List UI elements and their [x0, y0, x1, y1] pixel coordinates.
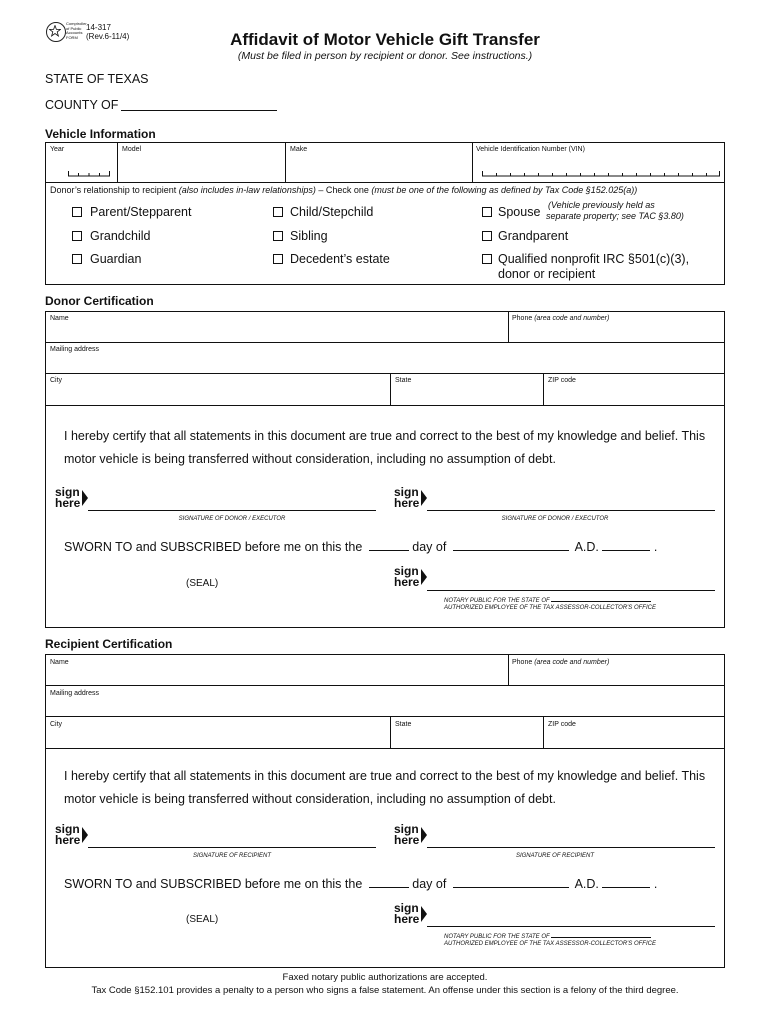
year-input[interactable] [68, 168, 110, 177]
nonprofit-line2: donor or recipient [498, 267, 596, 281]
recipient-phone-field[interactable] [512, 659, 609, 666]
donor-signature-field-2[interactable] [427, 510, 715, 511]
recipient-phone-label: Phone [512, 659, 533, 666]
recipient-sign-here-notary [394, 903, 419, 925]
vehicle-section-heading: Vehicle Information [45, 127, 156, 141]
model-label: Model [122, 146, 142, 153]
recipient-state-field[interactable]: State [395, 721, 412, 728]
relationship-must: (must be one of the following as defined by Tax Code §152.025(a)) [371, 185, 638, 195]
recipient-sign-here-2 [394, 824, 419, 846]
recipient-sign-here-1 [55, 824, 80, 846]
divider [390, 373, 391, 405]
donor-section-heading: Donor Certification [45, 294, 154, 308]
recipient-section-heading: Recipient Certification [45, 637, 173, 651]
divider [45, 373, 725, 374]
donor-signature-field-1[interactable] [88, 510, 376, 511]
here-text: here [394, 575, 420, 589]
recipient-zip-field[interactable]: ZIP code [548, 721, 576, 728]
recipient-signature-field-1[interactable] [88, 847, 376, 848]
donor-certification-text [64, 425, 705, 471]
decedent-checkbox[interactable] [273, 254, 283, 264]
guardian-label: Guardian [90, 252, 142, 266]
here-text: here [394, 912, 420, 926]
divider [390, 716, 391, 748]
donor-notary-signature-field[interactable] [427, 590, 715, 591]
spouse-note-line1: (Vehicle previously held as [548, 200, 655, 210]
recipient-notary-state-input[interactable] [551, 932, 651, 938]
donor-day-input[interactable] [369, 539, 409, 551]
day-of-text: day of [412, 877, 447, 891]
arrow-right-icon [82, 827, 88, 843]
form-number: 14-317 [86, 23, 111, 32]
donor-sign-here-notary [394, 566, 419, 588]
divider [543, 373, 544, 405]
divider [45, 342, 725, 343]
divider [285, 143, 286, 182]
recipient-notary-signature-field[interactable] [427, 926, 715, 927]
divider [45, 182, 725, 183]
recipient-month-input[interactable] [453, 876, 569, 888]
county-input[interactable] [121, 110, 277, 111]
form-subtitle: (Must be filed in person by recipient or donor. See instructions.) [237, 50, 533, 62]
parent-label: Parent/Stepparent [90, 205, 192, 219]
nonprofit-label [498, 252, 689, 282]
footer-fax-note: Faxed notary public authorizations are accepted. [282, 972, 488, 983]
divider [508, 655, 509, 685]
sign-text: sign [394, 485, 419, 499]
nonprofit-checkbox[interactable] [482, 254, 492, 264]
divider [472, 143, 473, 182]
state-label: STATE OF TEXAS [45, 72, 149, 86]
sign-text: sign [55, 485, 80, 499]
year-label: Year [50, 146, 65, 153]
here-text: here [394, 496, 420, 510]
spouse-checkbox[interactable] [482, 207, 492, 217]
make-label: Make [290, 146, 308, 153]
divider [543, 716, 544, 748]
donor-notary-caption: AUTHORIZED EMPLOYEE OF THE TAX ASSESSOR-COLLECTOR'S OFFICE [444, 605, 656, 611]
recipient-sworn-line: SWORN TO and SUBSCRIBED before me on this the day of A.D. . [64, 877, 658, 891]
guardian-checkbox[interactable] [72, 254, 82, 264]
ad-text: A.D. [574, 540, 599, 554]
recipient-phone-note: (area code and number) [534, 659, 610, 666]
form-revision: (Rev.6-11/4) [86, 32, 130, 41]
sign-text: sign [394, 901, 419, 915]
recipient-name-field[interactable]: Name [50, 659, 69, 666]
recipient-cert-line1: I hereby certify that all statements in this document are true and correct to the best of my knowledge and belief. This [64, 769, 706, 783]
donor-state-field[interactable]: State [395, 377, 412, 384]
recipient-certification-text [64, 765, 705, 811]
county-label: COUNTY OF [45, 98, 119, 112]
donor-year-input[interactable] [602, 539, 650, 551]
donor-sign-here-2 [394, 487, 419, 509]
child-label: Child/Stepchild [290, 205, 374, 219]
recipient-box [45, 654, 725, 968]
arrow-right-icon [421, 906, 427, 922]
divider [45, 405, 725, 406]
donor-seal-label: (SEAL) [186, 578, 219, 589]
here-text: here [55, 496, 81, 510]
donor-phone-label: Phone [512, 315, 533, 322]
donor-zip-field[interactable]: ZIP code [548, 377, 576, 384]
donor-mailing-field[interactable]: Mailing address [50, 346, 100, 353]
recipient-city-field[interactable]: City [50, 721, 63, 728]
donor-cert-line1: I hereby certify that all statements in this document are true and correct to the best of my knowledge and belief. This [64, 429, 706, 443]
child-checkbox[interactable] [273, 207, 283, 217]
decedent-label: Decedent’s estate [290, 252, 390, 266]
donor-notary-state [444, 596, 651, 604]
donor-city-field[interactable]: City [50, 377, 63, 384]
grandparent-label: Grandparent [498, 229, 569, 243]
relationship-text: Donor’s relationship to recipient [50, 185, 177, 195]
donor-notary-state-input[interactable] [551, 596, 651, 602]
donor-sign-here-1 [55, 487, 80, 509]
vin-label: Vehicle Identification Number (VIN) [476, 146, 585, 153]
ad-text: A.D. [574, 877, 599, 891]
grandchild-checkbox[interactable] [72, 231, 82, 241]
arrow-right-icon [421, 490, 427, 506]
notary-state-text: NOTARY PUBLIC FOR THE STATE OF [444, 598, 550, 604]
sibling-checkbox[interactable] [273, 231, 283, 241]
divider [45, 716, 725, 717]
donor-signature-caption-1: SIGNATURE OF DONOR / EXECUTOR [178, 516, 286, 522]
donor-phone-note: (area code and number) [534, 315, 610, 322]
recipient-notary-state [444, 932, 651, 940]
recipient-signature-caption-2: SIGNATURE OF RECIPIENT [515, 853, 595, 859]
form-title: Affidavit of Motor Vehicle Gift Transfer [230, 30, 540, 49]
vin-input[interactable] [482, 168, 722, 177]
parent-checkbox[interactable] [72, 207, 82, 217]
relationship-paren: (also includes in-law relationships) [178, 185, 316, 195]
divider [45, 685, 725, 686]
here-text: here [55, 833, 81, 847]
relationship-instruction [50, 185, 637, 195]
arrow-right-icon [82, 490, 88, 506]
sign-text: sign [394, 564, 419, 578]
donor-phone-field[interactable] [512, 315, 609, 322]
spouse-note-line2: separate property; see TAC §3.80) [546, 211, 684, 221]
donor-name-field[interactable]: Name [50, 315, 69, 322]
divider [508, 312, 509, 342]
here-text: here [394, 833, 420, 847]
agency-name: Comptroller of Public Accounts FORM [66, 21, 87, 40]
recipient-day-input[interactable] [369, 876, 409, 888]
grandparent-checkbox[interactable] [482, 231, 492, 241]
recipient-mailing-field[interactable]: Mailing address [50, 690, 100, 697]
footer-penalty-note: Tax Code §152.101 provides a penalty to a person who signs a false statement. An offense under this section is a felony of the third degree. [91, 985, 679, 996]
arrow-right-icon [421, 569, 427, 585]
recipient-year-input[interactable] [602, 876, 650, 888]
recipient-cert-line2: motor vehicle is being transferred without consideration, including no assumption of debt. [64, 792, 556, 806]
recipient-seal-label: (SEAL) [186, 914, 219, 925]
sworn-text: SWORN TO and SUBSCRIBED before me on this the [64, 877, 363, 891]
recipient-notary-caption: AUTHORIZED EMPLOYEE OF THE TAX ASSESSOR-COLLECTOR'S OFFICE [444, 941, 656, 947]
divider [45, 748, 725, 749]
donor-cert-line2: motor vehicle is being transferred without consideration, including no assumption of debt. [64, 452, 556, 466]
spouse-note [546, 200, 684, 222]
donor-sworn-line: SWORN TO and SUBSCRIBED before me on this the day of A.D. . [64, 540, 658, 554]
sign-text: sign [55, 822, 80, 836]
divider [117, 143, 118, 182]
relationship-dash: – Check one [318, 185, 369, 195]
donor-month-input[interactable] [453, 539, 569, 551]
sibling-label: Sibling [290, 229, 328, 243]
grandchild-label: Grandchild [90, 229, 151, 243]
sign-text: sign [394, 822, 419, 836]
spouse-label: Spouse [498, 205, 541, 219]
day-of-text: day of [412, 540, 447, 554]
recipient-signature-field-2[interactable] [427, 847, 715, 848]
sworn-text: SWORN TO and SUBSCRIBED before me on this the [64, 540, 363, 554]
nonprofit-line1: Qualified nonprofit IRC §501(c)(3), [498, 252, 690, 266]
arrow-right-icon [421, 827, 427, 843]
donor-signature-caption-2: SIGNATURE OF DONOR / EXECUTOR [501, 516, 609, 522]
recipient-signature-caption-1: SIGNATURE OF RECIPIENT [192, 853, 272, 859]
notary-state-text: NOTARY PUBLIC FOR THE STATE OF [444, 934, 550, 940]
